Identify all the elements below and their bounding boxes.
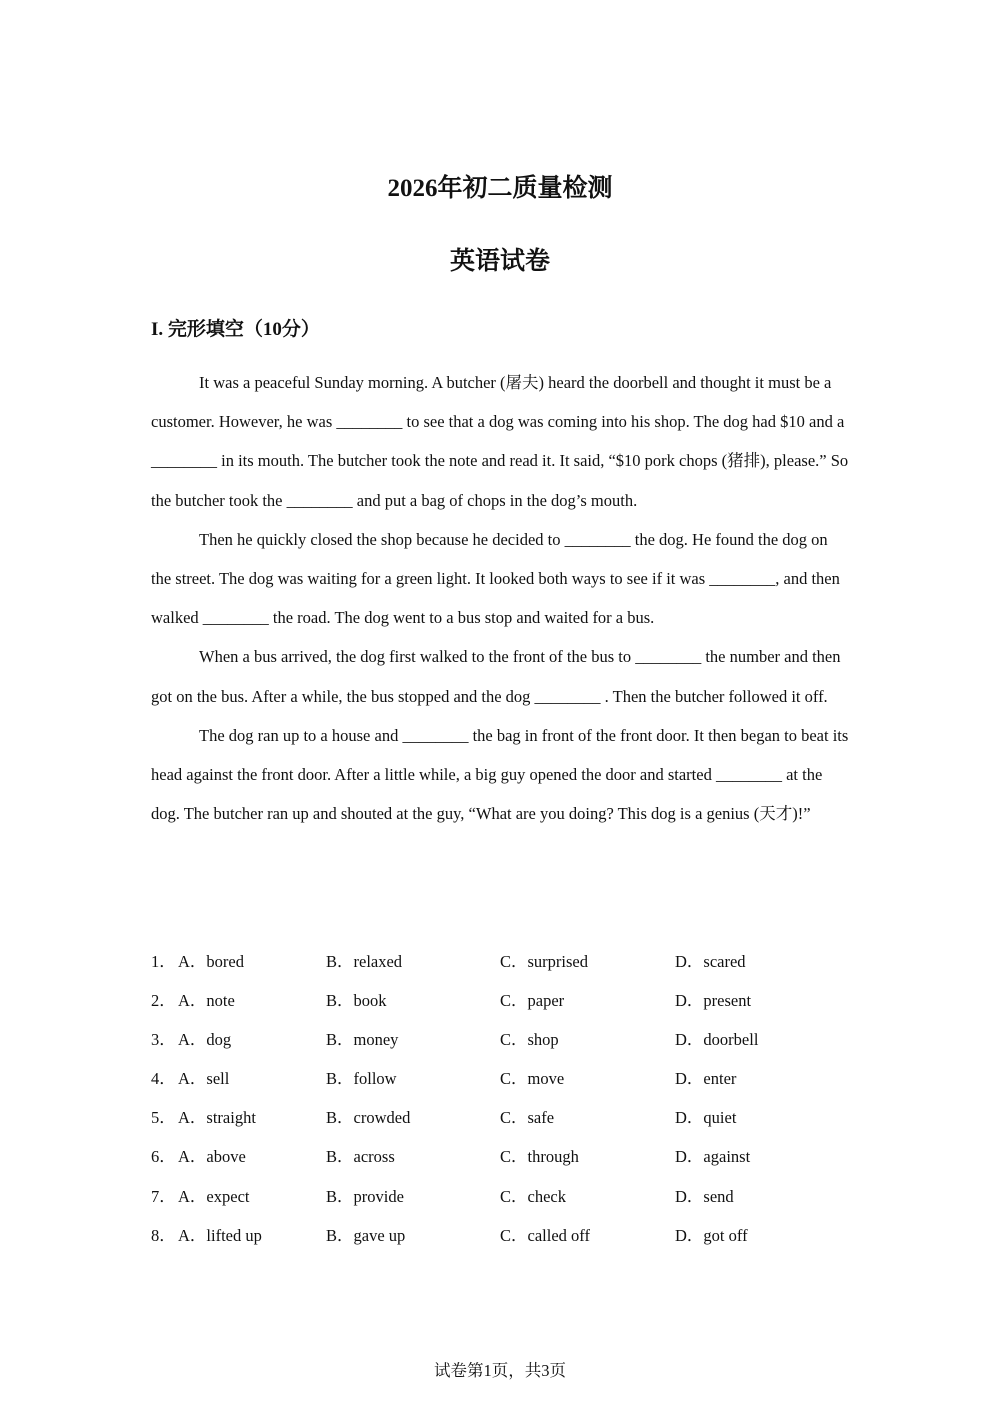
option-a: A．expect: [178, 1186, 250, 1206]
option-a: A．straight: [178, 1108, 256, 1128]
question-number: 4．: [151, 1069, 176, 1089]
question-row: [151, 944, 851, 983]
question-row: [151, 1061, 851, 1100]
question-number: 6．: [151, 1147, 176, 1167]
page-footer: 试卷第1页，共3页: [434, 1361, 566, 1380]
option-a: A．bored: [178, 952, 244, 971]
question-row: [151, 1022, 851, 1061]
option-d: D．present: [675, 991, 752, 1011]
option-c: C．shop: [500, 1030, 559, 1050]
cloze-passage: [151, 363, 851, 833]
question-number: 7．: [151, 1186, 176, 1206]
option-a: A．dog: [178, 1030, 232, 1050]
exam-subtitle: 英语试卷: [449, 248, 550, 275]
option-c: C．move: [500, 1069, 565, 1089]
exam-title: 2026年初二质量检测: [387, 175, 613, 202]
option-d: D．got off: [675, 1225, 748, 1245]
option-a: A．sell: [178, 1069, 230, 1089]
passage-paragraph-2: Then he quickly closed the shop because he decided to ________ the dog. He found the dog on the street. The dog was waiting for a green light. It looked both ways to see if it was ________, and then walked ________ the road. The dog went to a bus stop and waited for a bus.: [151, 529, 840, 628]
option-b: B．crowded: [326, 1108, 411, 1128]
passage-paragraph-3: When a bus arrived, the dog first walked to the front of the bus to ________ the number and then got on the bus. After a while, the bus stopped and the dog ________ . Then the butcher followed it off.: [151, 647, 841, 706]
option-d: D．doorbell: [675, 1030, 759, 1050]
question-row: [151, 1179, 851, 1218]
option-d: D．scared: [675, 952, 746, 971]
option-c: C．called off: [500, 1225, 590, 1245]
section-heading: I. 完形填空（10分）: [151, 319, 320, 340]
question-number: 3．: [151, 1030, 176, 1050]
question-row: [151, 1139, 851, 1178]
option-c: C．check: [500, 1186, 566, 1206]
option-b: B．money: [326, 1030, 399, 1050]
option-c: C．safe: [500, 1108, 555, 1128]
option-d: D．send: [675, 1186, 734, 1206]
question-row: [151, 1100, 851, 1139]
question-number: 5．: [151, 1108, 176, 1128]
question-number: 1．: [151, 952, 176, 971]
option-a: A．lifted up: [178, 1225, 262, 1245]
question-number: 8．: [151, 1225, 176, 1245]
option-a: A．note: [178, 991, 235, 1011]
option-b: B．follow: [326, 1069, 397, 1089]
passage-paragraph-4: The dog ran up to a house and ________ the bag in front of the front door. It then began to beat its head against the front door. After a little while, a big guy opened the door and started ________ at the dog. The butcher ran up and shouted at the guy, “What are you doing? This dog is a genius (天才)!”: [151, 725, 849, 824]
option-d: D．quiet: [675, 1108, 737, 1128]
option-c: C．surprised: [500, 952, 588, 971]
question-row: [151, 983, 851, 1022]
question-number: 2．: [151, 991, 176, 1011]
answer-options: [151, 944, 851, 1257]
option-a: A．above: [178, 1147, 246, 1167]
option-b: B．across: [326, 1147, 395, 1167]
option-b: B．relaxed: [326, 952, 403, 971]
question-row: [151, 1218, 851, 1257]
option-c: C．paper: [500, 991, 565, 1011]
option-d: D．enter: [675, 1069, 737, 1089]
option-b: B．gave up: [326, 1225, 406, 1245]
passage-paragraph-1: It was a peaceful Sunday morning. A butcher (屠夫) heard the doorbell and thought it must be a customer. However, he was ________ to see that a dog was coming into his shop. The dog had $10 and a ________ in its mouth. The butcher took the note and read it. It said, “$10 pork chops (猪排), please.” So the butcher took the ________ and put a bag of chops in the dog’s mouth.: [151, 373, 849, 510]
option-b: B．book: [326, 991, 387, 1011]
option-c: C．through: [500, 1147, 579, 1167]
option-b: B．provide: [326, 1186, 404, 1206]
option-d: D．against: [675, 1147, 751, 1167]
